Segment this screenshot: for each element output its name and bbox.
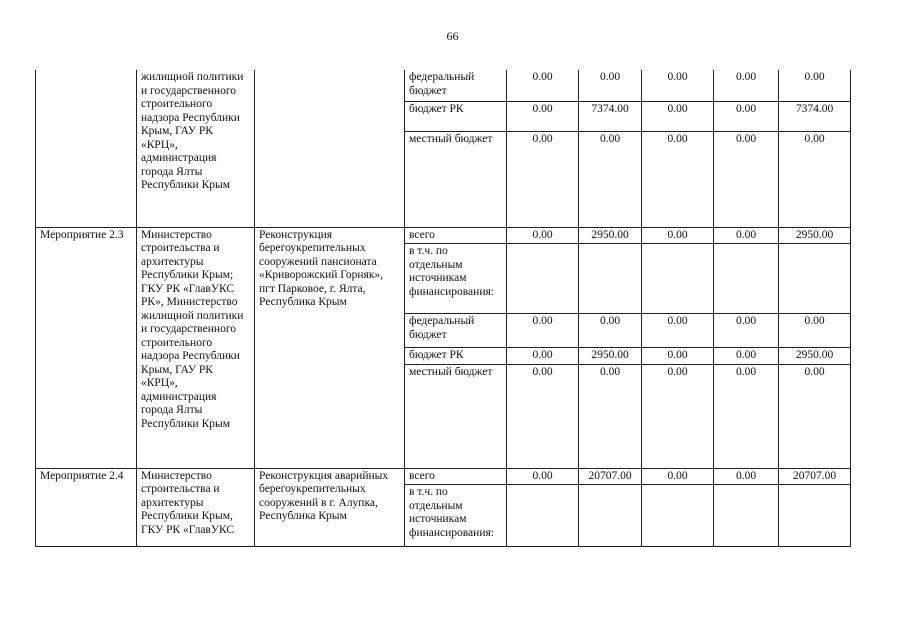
value-cell: 0.00 [642,70,714,101]
value-cell: 0.00 [507,227,579,244]
measure-label: Мероприятие 2.4 [36,468,137,547]
value-cell: 0.00 [779,364,851,468]
value-cell: 0.00 [642,348,714,365]
value-cell: 0.00 [507,364,579,468]
funding-source: бюджет РК [405,348,507,365]
value-cell: 0.00 [507,70,579,101]
funding-source: местный бюджет [405,131,507,227]
funding-source: в т.ч. по отдельным источникам финансирования: [405,485,507,547]
funding-source: федеральный бюджет [405,70,507,101]
measure-executor: Министерство строительства и архитектуры Республики Крым; ГКУ РК «ГлавУКС РК», Министерство жилищной политики и государственного строительного надзора Республики Крым, ГАУ РК «КРЦ», администрация города Ялты Республики Крым [137,227,255,468]
value-cell: 0.00 [507,101,579,131]
value-cell [779,485,851,547]
continuation-label-cell [36,70,137,227]
measure-name: Реконструкция аварийных берегоукрепительных сооружений в г. Алупка, Республика Крым [255,468,405,547]
funding-source: всего [405,468,507,485]
value-cell: 2950.00 [779,227,851,244]
value-cell: 7374.00 [779,101,851,131]
value-cell: 0.00 [507,314,579,348]
table-row [36,70,851,101]
funding-source: в т.ч. по отдельным источникам финансирования: [405,244,507,314]
value-cell: 0.00 [714,348,779,365]
funding-source: бюджет РК [405,101,507,131]
table-row [36,468,851,485]
funding-source: местный бюджет [405,364,507,468]
table-row [36,227,851,244]
value-cell: 0.00 [714,468,779,485]
value-cell: 20707.00 [779,468,851,485]
value-cell: 0.00 [642,101,714,131]
measure-label: Мероприятие 2.3 [36,227,137,468]
value-cell: 7374.00 [579,101,642,131]
continuation-executor: жилищной политики и государственного строительного надзора Республики Крым, ГАУ РК «КРЦ», администрация города Ялты Республики Крым [137,70,255,227]
value-cell: 0.00 [714,101,779,131]
value-cell: 2950.00 [579,348,642,365]
value-cell [642,485,714,547]
value-cell: 0.00 [507,468,579,485]
page-number: 66 [446,29,459,43]
value-cell: 20707.00 [579,468,642,485]
value-cell: 0.00 [642,314,714,348]
funding-source: всего [405,227,507,244]
value-cell [714,485,779,547]
value-cell: 0.00 [714,314,779,348]
value-cell: 0.00 [579,314,642,348]
value-cell [579,485,642,547]
value-cell [507,244,579,314]
value-cell: 0.00 [642,364,714,468]
value-cell: 0.00 [507,131,579,227]
value-cell [714,244,779,314]
value-cell: 0.00 [642,227,714,244]
value-cell: 0.00 [779,70,851,101]
value-cell: 0.00 [642,468,714,485]
measure-name: Реконструкция берегоукрепительных сооружений пансионата «Криворожский Горняк», пгт Парковое, г. Ялта, Республика Крым [255,227,405,468]
measure-executor: Министерство строительства и архитектуры Республики Крым, ГКУ РК «ГлавУКС [137,468,255,547]
value-cell: 0.00 [714,364,779,468]
value-cell: 0.00 [714,131,779,227]
value-cell: 0.00 [714,227,779,244]
value-cell: 2950.00 [779,348,851,365]
value-cell: 0.00 [507,348,579,365]
continuation-name-cell [255,70,405,227]
value-cell: 0.00 [579,131,642,227]
funding-source: федеральный бюджет [405,314,507,348]
value-cell: 0.00 [579,364,642,468]
value-cell [642,244,714,314]
value-cell [579,244,642,314]
value-cell: 0.00 [714,70,779,101]
value-cell: 0.00 [779,131,851,227]
value-cell: 0.00 [579,70,642,101]
value-cell [507,485,579,547]
value-cell: 0.00 [642,131,714,227]
budget-table [35,70,851,547]
value-cell: 0.00 [779,314,851,348]
value-cell [779,244,851,314]
table-body [36,70,851,547]
value-cell: 2950.00 [579,227,642,244]
